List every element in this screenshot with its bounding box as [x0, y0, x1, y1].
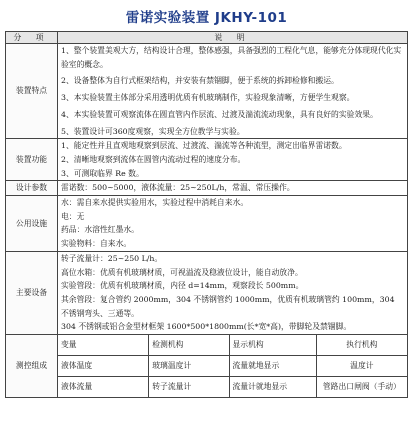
measurement-row — [6, 335, 408, 398]
features-row — [6, 44, 408, 139]
function-item: 3、可测取临界 Re 数。 — [61, 168, 144, 178]
features-content — [58, 44, 408, 139]
feature-item: 3、本实验装置主体部分采用透明优质有机玻璃制作，实验现象清晰，方便学生观察。 — [61, 93, 355, 103]
measurement-cell: 玻璃温度计 — [149, 356, 229, 377]
measurement-cell: 流量计就地显示 — [229, 377, 316, 398]
measurement-subtable — [58, 335, 407, 397]
measurement-data-row — [58, 356, 407, 377]
utilities-row — [6, 196, 408, 252]
header-description: 说 明 — [58, 32, 408, 44]
measurement-cell: 液体温度 — [58, 356, 149, 377]
header-category: 分 项 — [6, 32, 58, 44]
design-params-text: 雷诺数：500~5000，液体流量：25~250L/h，常温、常压操作。 — [58, 181, 408, 196]
utilities-content — [58, 196, 408, 252]
measurement-cell: 温度计 — [316, 356, 407, 377]
measurement-cell: 管路出口闸阀（手动） — [322, 382, 401, 392]
utility-item: 水：需自来水提供实验用水，实验过程中消耗自来水。 — [61, 198, 249, 208]
features-label: 装置特点 — [6, 44, 58, 139]
equipment-item: 304 不锈钢或铝合金型材框架 1600*500*1800mm(长*宽*高)，带脚轮及禁锢脚。 — [61, 322, 352, 332]
utility-item: 药品：水溶性红墨水。 — [61, 225, 139, 235]
feature-item: 2、设备整体为自行式框架结构，并安装有禁锢脚，便于系统的拆卸检修和搬运。 — [61, 76, 339, 86]
measurement-cell: 转子流量计 — [149, 377, 229, 398]
measurement-content — [58, 335, 408, 398]
equipment-item: 高位水箱：优质有机玻璃材质，可视溢流及稳液位设计，能自动放净。 — [61, 267, 303, 277]
feature-item: 5、装置设计可360度观察，实现全方位教学与实验。 — [61, 126, 245, 136]
measurement-data-row — [58, 377, 407, 398]
measurement-header-cell: 显示机构 — [229, 335, 316, 356]
measurement-header-row — [58, 335, 407, 356]
equipment-label: 主要设备 — [6, 251, 58, 334]
equipment-content — [58, 251, 408, 334]
measurement-header-cell: 检测机构 — [149, 335, 229, 356]
equipment-row — [6, 251, 408, 334]
design-params-label: 设计参数 — [6, 181, 58, 196]
functions-row — [6, 139, 408, 181]
utility-item: 实验物料：自来水。 — [61, 239, 132, 249]
measurement-label: 测控组成 — [6, 335, 58, 398]
utilities-label: 公用设施 — [6, 196, 58, 252]
functions-content — [58, 139, 408, 181]
measurement-header-cell: 变量 — [58, 335, 149, 356]
equipment-item: 其余管段：复合管约 2000mm，304 不锈钢管约 1000mm，优质有机玻璃管约 100mm，304 不锈钢弯头、三通等。 — [61, 294, 395, 318]
equipment-item: 转子流量计：25~250 L/h。 — [61, 253, 163, 263]
function-item: 1、能定性并且直观地观察到层流、过渡流、湍流等各种流型，测定出临界雷诺数。 — [61, 141, 347, 151]
spec-table — [5, 31, 408, 398]
equipment-item: 实验管段：优质有机玻璃材质，内径 d=14mm，观察段长 500mm。 — [61, 281, 304, 291]
measurement-cell: 液体流量 — [58, 377, 149, 398]
utility-item: 电：无 — [61, 211, 85, 221]
design-params-row — [6, 181, 408, 196]
page-title: 雷诺实验装置 JKHY-101 — [125, 10, 288, 26]
measurement-cell: 流量就地显示 — [229, 356, 316, 377]
measurement-header-cell: 执行机构 — [316, 335, 407, 356]
feature-item: 4、本实验装置可观察流体在圆直管内作层流、过渡及湍流流动现象，具有良好的实验效果。 — [61, 109, 378, 119]
functions-label: 装置功能 — [6, 139, 58, 181]
feature-item: 1、整个装置美观大方，结构设计合理，整体感强，具备强烈的工程化气息，能够充分体现现代化实验室的概念。 — [61, 46, 402, 69]
function-item: 2、清晰地观察到流体在圆管内流动过程的速度分布。 — [61, 154, 246, 164]
table-header-row — [6, 32, 408, 44]
